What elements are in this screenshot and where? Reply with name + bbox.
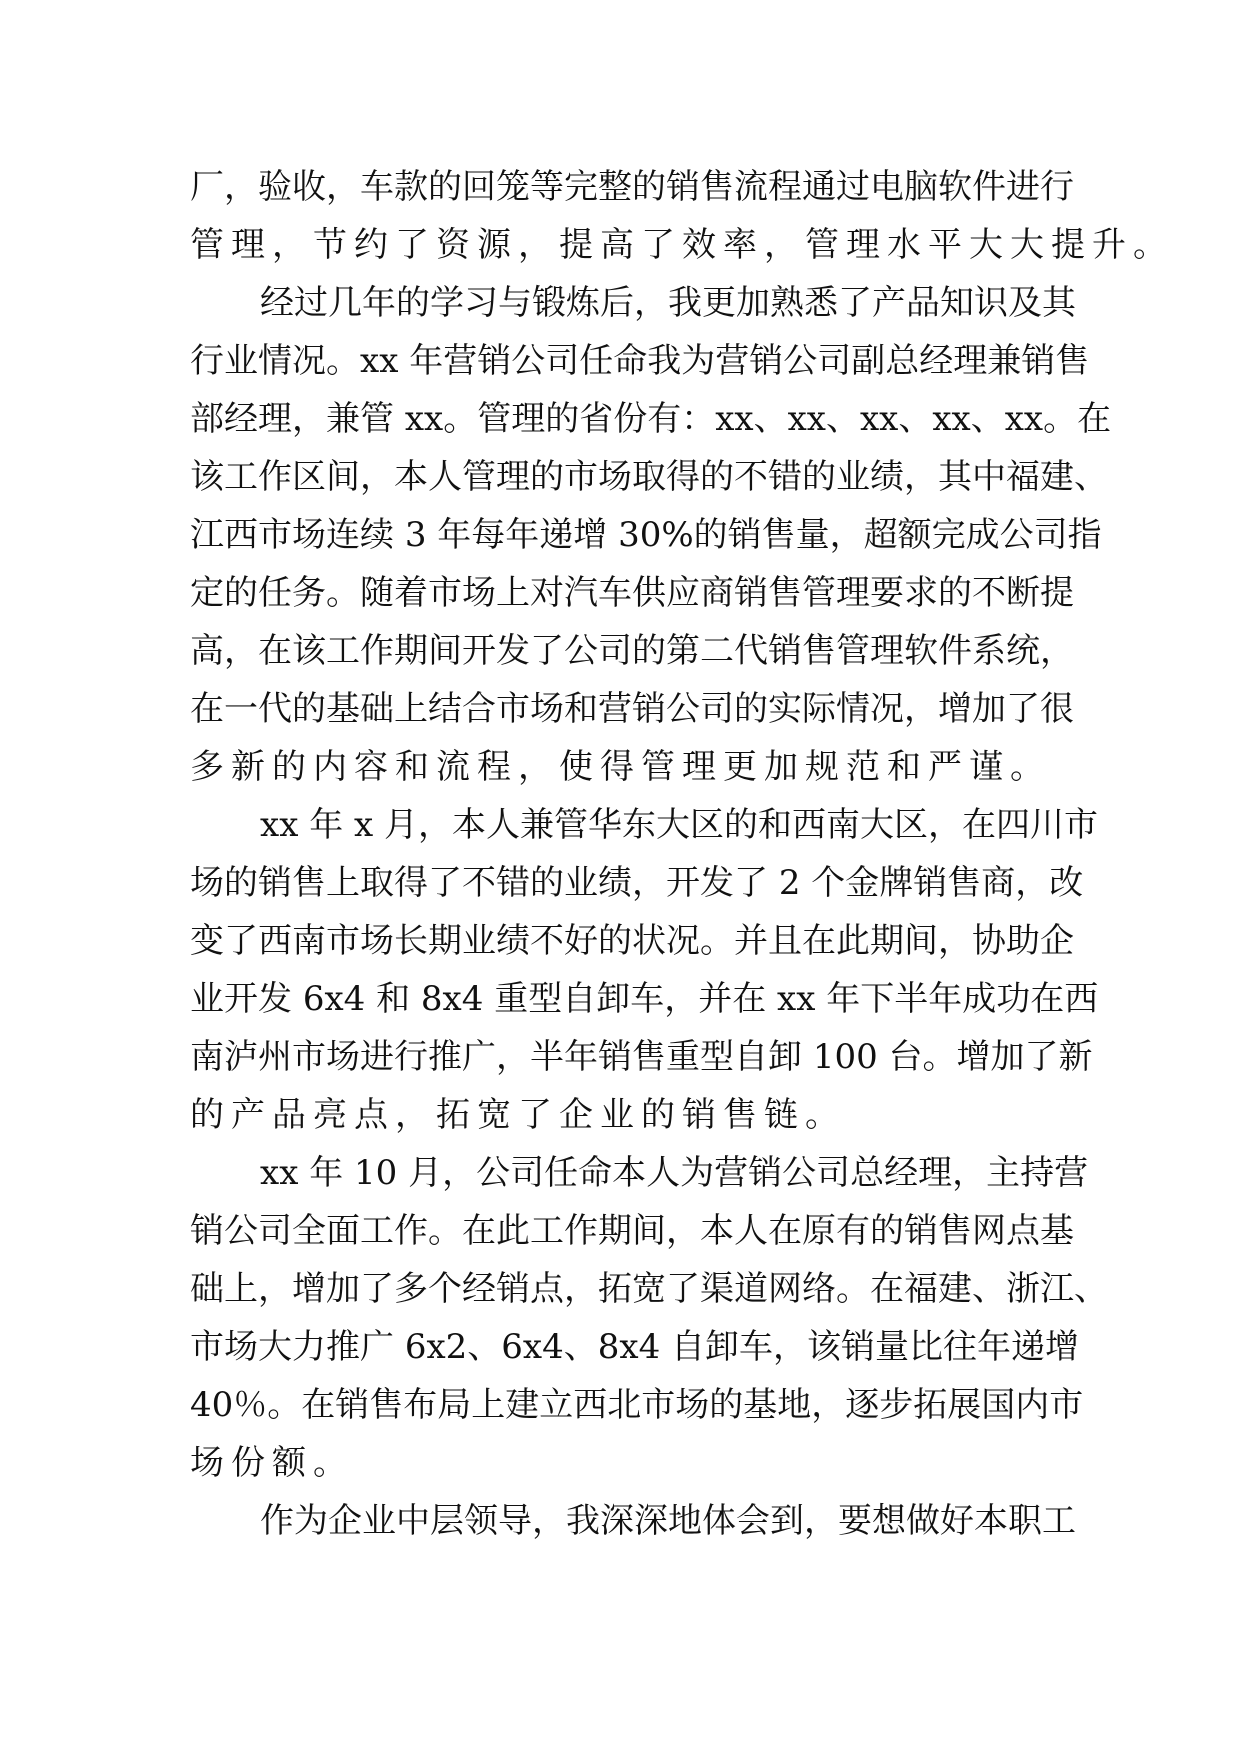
text-line: 多新的内容和流程，使得管理更加规范和严谨。: [190, 747, 1051, 787]
text-line: 础 上 ， 增 加 了 多 个 经 销 点 ， 拓 宽 了 渠 道 网 络 。 在 福 建 、 浙 江 、: [190, 1269, 1108, 1309]
text-line: 的产品亮点，拓宽了企业的销售链。: [190, 1095, 846, 1135]
text-line: 南 泸 州 市 场 进 行 推 广 ， 半 年 销 售 重 型 自 卸 1 0 0 台 。 增 加 了 新: [190, 1037, 1093, 1077]
document-body: [190, 158, 1174, 1550]
text-line: x x 年 1 0 月 ， 公 司 任 命 本 人 为 营 销 公 司 总 经 理 ， 主 持 营: [260, 1153, 1089, 1193]
text-line: 高 ， 在 该 工 作 期 间 开 发 了 公 司 的 第 二 代 销 售 管 理 软 件 系 统 ，: [190, 631, 1074, 671]
text-line: 行 业 情 况 。 x x 年 营 销 公 司 任 命 我 为 营 销 公 司 副 总 经 理 兼 销 售: [190, 341, 1090, 381]
text-line: 部 经 理 ， 兼 管 x x 。 管 理 的 省 份 有 ： x x 、 x x 、 x x 、 x x 、 x x 。 在: [190, 399, 1112, 439]
text-line: 4 0 ％ 。 在 销 售 布 局 上 建 立 西 北 市 场 的 基 地 ， 逐 步 拓 展 国 内 市: [190, 1385, 1084, 1425]
text-line: 销 公 司 全 面 工 作 。 在 此 工 作 期 间 ， 本 人 在 原 有 的 销 售 网 点 基: [190, 1211, 1074, 1251]
text-line: 市 场 大 力 推 广 6 x 2 、 6 x 4 、 8 x 4 自 卸 车 ， 该 销 量 比 往 年 递 增: [190, 1327, 1080, 1367]
text-line: 在 一 代 的 基 础 上 结 合 市 场 和 营 销 公 司 的 实 际 情 况 ， 增 加 了 很: [190, 689, 1074, 729]
text-line: 经 过 几 年 的 学 习 与 锻 炼 后 ， 我 更 加 熟 悉 了 产 品 知 识 及 其: [260, 283, 1076, 323]
text-line: 该 工 作 区 间 ， 本 人 管 理 的 市 场 取 得 的 不 错 的 业 绩 ， 其 中 福 建 、: [190, 457, 1108, 497]
text-line: 定 的 任 务 。 随 着 市 场 上 对 汽 车 供 应 商 销 售 管 理 要 求 的 不 断 提: [190, 573, 1074, 613]
text-line: 管理，节约了资源，提高了效率，管理水平大大提升。: [190, 225, 1174, 265]
text-line: 场 的 销 售 上 取 得 了 不 错 的 业 绩 ， 开 发 了 2 个 金 牌 销 售 商 ， 改: [190, 863, 1084, 903]
text-line: 业 开 发 6 x 4 和 8 x 4 重 型 自 卸 车 ， 并 在 x x 年 下 半 年 成 功 在 西: [190, 979, 1099, 1019]
text-line: x x 年 x 月 ， 本 人 兼 管 华 东 大 区 的 和 西 南 大 区 ， 在 四 川 市: [260, 805, 1098, 845]
text-line: 作 为 企 业 中 层 领 导 ， 我 深 深 地 体 会 到 ， 要 想 做 好 本 职 工: [260, 1501, 1076, 1541]
text-line: 变 了 西 南 市 场 长 期 业 绩 不 好 的 状 况 。 并 且 在 此 期 间 ， 协 助 企: [190, 921, 1074, 961]
text-line: 场份额。: [190, 1443, 354, 1483]
text-line: 江 西 市 场 连 续 3 年 每 年 递 增 3 0 % 的 销 售 量 ， 超 额 完 成 公 司 指: [190, 515, 1102, 555]
text-line: 厂 ， 验 收 ， 车 款 的 回 笼 等 完 整 的 销 售 流 程 通 过 电 脑 软 件 进 行: [190, 167, 1074, 207]
